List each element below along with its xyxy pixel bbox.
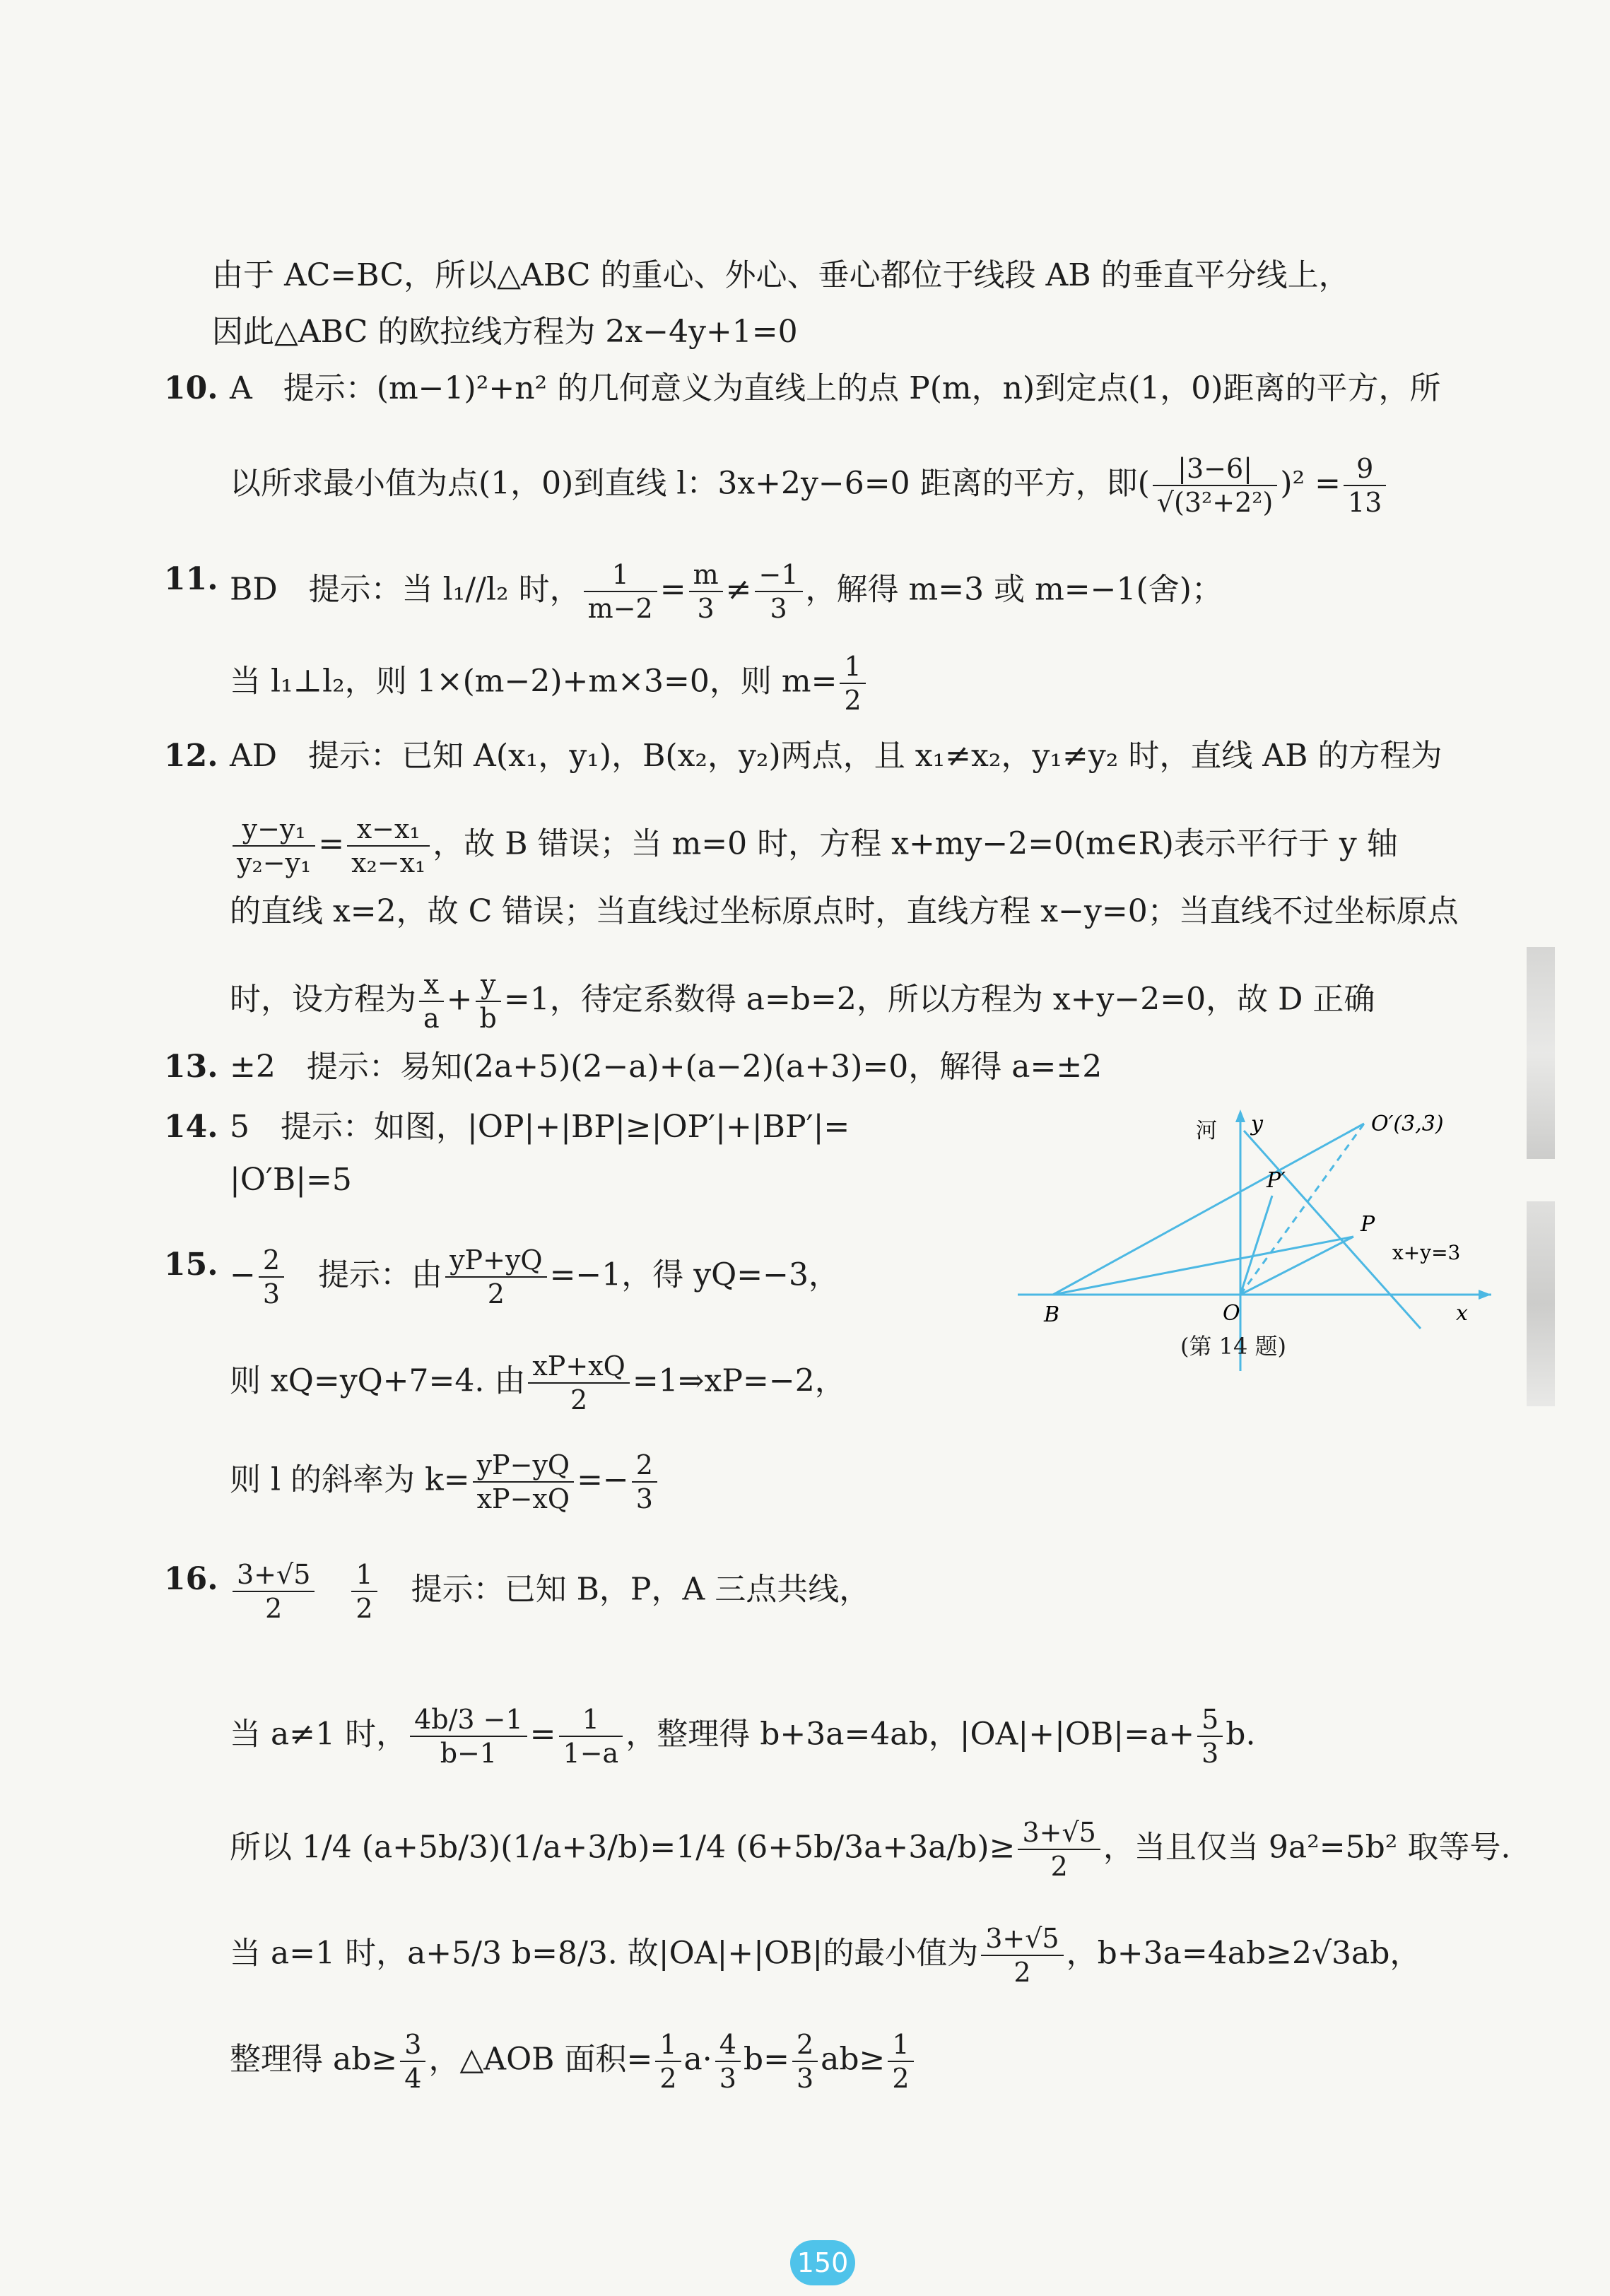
q10-frac-1-num: |3−6|: [1153, 452, 1278, 486]
q10-frac-1-den: √(3²+2²): [1156, 487, 1274, 518]
q12-eq: =: [318, 825, 345, 862]
Oprime-label: O′(3,3): [1371, 1112, 1444, 1136]
q16-frac-4-num: 3+√5: [1018, 1816, 1100, 1850]
q12-frac-1-num: y−y₁: [233, 813, 315, 847]
q15-frac-1: [445, 1244, 547, 1310]
q12-frac-3-den: a: [423, 1003, 440, 1034]
q15-frac-4-num: 2: [632, 1449, 657, 1483]
q10-frac-2-num: 9: [1344, 452, 1386, 486]
line-B-to-Oprime: [1053, 1124, 1364, 1295]
figure-caption: (第 14 题): [1180, 1333, 1287, 1360]
q11-frac-1-num: 1: [584, 558, 657, 592]
P-label: P: [1361, 1212, 1375, 1237]
q14-line-1: 5 提示：如图，|OP|+|BP|≥|OP′|+|BP′|=: [230, 1109, 850, 1145]
q15-frac-3: [473, 1449, 575, 1515]
q16-answer-2-den: 2: [356, 1593, 373, 1624]
q11-line-1a: BD 提示：当 l₁//l₂ 时，: [230, 571, 581, 608]
line-label: x+y=3: [1392, 1241, 1461, 1264]
q12-line-4b: =1，待定系数得 a=b=2，所以方程为 x+y−2=0，故 D 正确: [503, 981, 1375, 1018]
q16-frac-10: [888, 2028, 913, 2095]
q11-frac-4: [840, 650, 865, 717]
q12-frac-4-den: b: [479, 1003, 497, 1034]
q16-frac-5-den: 2: [1013, 1957, 1031, 1988]
x-axis-label: x: [1456, 1301, 1468, 1326]
q16-frac-5: [981, 1922, 1063, 1989]
q15-frac-2: [528, 1350, 629, 1416]
q16-answer-2: [351, 1558, 377, 1625]
q16-line-3: [230, 1816, 1510, 1883]
q11-line-1: [230, 558, 1223, 625]
q15-answer-den: 3: [262, 1278, 281, 1309]
x-axis-arrow: [1479, 1290, 1491, 1300]
q16-frac-9: [792, 2028, 818, 2095]
q13-line-1: ±2 提示：易知(2a+5)(2−a)+(a−2)(a+3)=0，解得 a=±2: [230, 1049, 1103, 1085]
line-B-to-P: [1053, 1237, 1353, 1295]
q12-frac-1: [233, 813, 315, 879]
q12-frac-3-num: x: [419, 968, 444, 1002]
q11-frac-4-num: 1: [840, 650, 865, 684]
q16-line-5a: 整理得 ab≥: [230, 2041, 398, 2078]
scan-artifact-top: [1527, 947, 1555, 1159]
q15-answer: [259, 1244, 284, 1310]
line-O-to-P: [1240, 1237, 1353, 1295]
q12-frac-4: [476, 968, 501, 1035]
q15-frac-1-num: yP+yQ: [445, 1244, 547, 1278]
q11-frac-1: [584, 558, 657, 625]
q12-frac-4-num: y: [476, 968, 501, 1002]
q11-frac-2-num: m: [689, 558, 723, 592]
q11-frac-2: [689, 558, 723, 625]
q15-line-2a: 则 xQ=yQ+7=4. 由: [230, 1362, 526, 1399]
q16-line-2c: b.: [1226, 1716, 1256, 1753]
q16-frac-2-den: 1−a: [563, 1738, 619, 1769]
q11-number: 11.: [164, 561, 218, 597]
q11-line-2a: 当 l₁⊥l₂，则 1×(m−2)+m×3=0，则 m=: [230, 663, 838, 700]
q12-line-2b: ，故 B 错误；当 m=0 时，方程 x+my−2=0(m∈R)表示平行于 y 轴: [433, 825, 1398, 862]
Pprime-label: P′: [1267, 1168, 1286, 1193]
q15-frac-2-num: xP+xQ: [528, 1350, 629, 1384]
q16-frac-5-num: 3+√5: [981, 1922, 1063, 1956]
q16-frac-4: [1018, 1816, 1100, 1883]
q12-number: 12.: [164, 738, 218, 774]
river-line: [1244, 1131, 1421, 1329]
q16-line-3a: 所以 1/4 (a+5b/3)(1/a+3/b)=1/4 (6+5b/3a+3a/b)≥: [230, 1829, 1016, 1866]
q16-number: 16.: [164, 1561, 218, 1597]
q15-frac-2-den: 2: [570, 1384, 588, 1415]
q12-line-1: AD 提示：已知 A(x₁，y₁)，B(x₂，y₂)两点，且 x₁≠x₂，y₁≠y₂ 时，直线 AB 的方程为: [230, 738, 1442, 774]
q16-line-5e: ab≥: [821, 2041, 886, 2078]
q11-frac-3: [755, 558, 803, 625]
q16-line-4b: ，b+3a=4ab≥2√3ab，: [1066, 1935, 1421, 1972]
q16-frac-3-num: 5: [1197, 1703, 1223, 1737]
q16-frac-8-den: 3: [719, 2063, 736, 2094]
q12-frac-3: [419, 968, 444, 1035]
y-axis-label: y: [1251, 1112, 1263, 1136]
q16-line-5: [230, 2028, 917, 2095]
q14-line-2: |O′B|=5: [230, 1162, 352, 1198]
q11-frac-1-den: m−2: [587, 593, 653, 624]
q15-number: 15.: [164, 1247, 218, 1283]
q11-frac-3-den: 3: [770, 593, 787, 624]
q10-number: 10.: [164, 370, 218, 406]
q12-line-2: [230, 813, 1398, 879]
intro-line-1: 由于 AC=BC，所以△ABC 的重心、外心、垂心都位于线段 AB 的垂直平分线上，: [212, 257, 1350, 293]
q15-line-3: [230, 1449, 660, 1515]
q16-frac-6-den: 4: [404, 2063, 422, 2094]
q15-frac-3-num: yP−yQ: [473, 1449, 575, 1483]
q12-frac-1-den: y₂−y₁: [237, 847, 312, 878]
q16-answer-1: [233, 1558, 315, 1625]
q16-line-4a: 当 a=1 时，a+5/3 b=8/3. 故|OA|+|OB|的最小值为: [230, 1935, 979, 1972]
q16-frac-2: [559, 1703, 623, 1770]
q11-line-2: [230, 650, 869, 717]
q16-frac-2-num: 1: [559, 1703, 623, 1737]
q15-frac-1-den: 2: [487, 1278, 505, 1309]
q16-frac-7: [655, 2028, 681, 2095]
q12-frac-2-num: x−x₁: [347, 813, 430, 847]
q11-neq: ≠: [725, 571, 752, 608]
q10-frac-2: [1344, 452, 1386, 519]
q11-frac-2-den: 3: [697, 593, 715, 624]
q16-frac-7-num: 1: [655, 2028, 681, 2062]
q16-frac-1-num: 4b/3 −1: [410, 1703, 527, 1737]
river-label: 河: [1196, 1119, 1217, 1143]
q16-frac-3: [1197, 1703, 1223, 1770]
q16-frac-10-num: 1: [888, 2028, 913, 2062]
q16-line-1: [230, 1558, 870, 1625]
q15-frac-4: [632, 1449, 657, 1515]
q15-line-2: [230, 1350, 846, 1416]
q16-frac-4-den: 2: [1050, 1851, 1068, 1882]
q16-answer-2-num: 1: [351, 1558, 377, 1592]
q15-line-1b: =−1，得 yQ=−3，: [549, 1256, 840, 1293]
q15-answer-num: 2: [259, 1244, 284, 1278]
B-label: B: [1044, 1302, 1060, 1327]
q16-hint: 提示：已知 B，P，A 三点共线，: [411, 1571, 871, 1608]
q15-neg: −: [230, 1256, 256, 1293]
q10-line-1: A 提示：(m−1)²+n² 的几何意义为直线上的点 P(m，n)到定点(1，0)距离的平方，所: [230, 370, 1441, 406]
q14-number: 14.: [164, 1109, 218, 1145]
q16-frac-10-den: 2: [892, 2063, 910, 2094]
q16-frac-6-num: 3: [400, 2028, 425, 2062]
dashed-O-to-Oprime: [1240, 1124, 1364, 1295]
q16-answer-1-den: 2: [265, 1593, 283, 1624]
q15-frac-3-den: xP−xQ: [476, 1483, 570, 1514]
q16-line-5d: b=: [743, 2041, 789, 2078]
q16-line-2b: ，整理得 b+3a=4ab，|OA|+|OB|=a+: [625, 1716, 1195, 1753]
q16-frac-8-num: 4: [715, 2028, 741, 2062]
scan-artifact-bottom: [1527, 1201, 1555, 1406]
q13-number: 13.: [164, 1049, 218, 1085]
intro-line-2: 因此△ABC 的欧拉线方程为 2x−4y+1=0: [212, 314, 798, 350]
q15-frac-4-den: 3: [635, 1483, 653, 1514]
q15-hint: 提示：由: [318, 1256, 443, 1293]
q11-line-1b: ，解得 m=3 或 m=−1(舍)；: [805, 571, 1223, 608]
q11-eq: =: [659, 571, 686, 608]
q15-line-1: [230, 1244, 840, 1310]
O-label: O: [1223, 1301, 1240, 1326]
q16-frac-1-den: b−1: [440, 1738, 498, 1769]
y-axis-arrow: [1235, 1109, 1245, 1122]
q16-line-5b: ，△AOB 面积=: [428, 2041, 653, 2078]
q10-line-2b: )² =: [1280, 465, 1341, 502]
q16-line-4: [230, 1922, 1421, 1989]
q15-line-3b: =−: [577, 1461, 629, 1498]
q15-line-2b: =1⇒xP=−2，: [632, 1362, 846, 1399]
q16-line-2a: 当 a≠1 时，: [230, 1716, 408, 1753]
q12-frac-2: [347, 813, 430, 879]
q10-line-2a: 以所求最小值为点(1，0)到直线 l：3x+2y−6=0 距离的平方，即(: [230, 465, 1150, 502]
q16-eq: =: [529, 1716, 556, 1753]
q11-frac-3-num: −1: [755, 558, 803, 592]
q10-frac-2-den: 13: [1347, 487, 1382, 518]
q16-line-3b: ，当且仅当 9a²=5b² 取等号.: [1103, 1829, 1511, 1866]
q12-line-4: [230, 968, 1375, 1035]
q12-plus: +: [446, 981, 473, 1018]
q15-line-3a: 则 l 的斜率为 k=: [230, 1461, 470, 1498]
q16-frac-7-den: 2: [659, 2063, 677, 2094]
q16-frac-3-den: 3: [1201, 1738, 1219, 1769]
q16-line-2: [230, 1703, 1255, 1770]
q10-frac-1: [1153, 452, 1278, 519]
q16-line-5c: a·: [683, 2041, 712, 2078]
q12-line-3: 的直线 x=2，故 C 错误；当直线过坐标原点时，直线方程 x−y=0；当直线不过坐标原点: [230, 893, 1459, 929]
q10-line-2: [230, 452, 1389, 519]
q16-answer-1-num: 3+√5: [233, 1558, 315, 1592]
q12-line-4a: 时，设方程为: [230, 981, 416, 1018]
q16-frac-9-num: 2: [792, 2028, 818, 2062]
q12-frac-2-den: x₂−x₁: [351, 847, 426, 878]
page-number: 150: [790, 2240, 855, 2285]
q16-frac-8: [715, 2028, 741, 2095]
q11-frac-4-den: 2: [844, 685, 862, 716]
q16-frac-9-den: 3: [796, 2063, 814, 2094]
q16-frac-1: [410, 1703, 527, 1770]
q16-frac-6: [400, 2028, 425, 2095]
